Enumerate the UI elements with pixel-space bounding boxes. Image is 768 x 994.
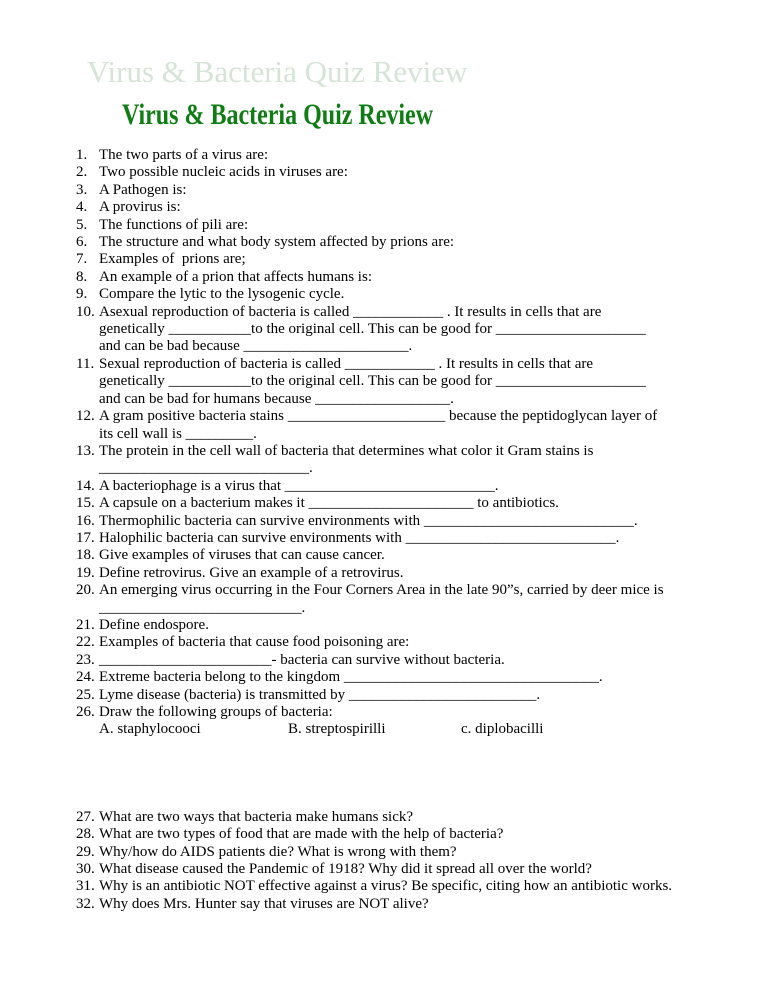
question-line: The structure and what body system affected by prions are: [99,234,455,251]
question-number: 16. [76,512,95,529]
question-number: 28. [76,826,95,843]
question-number: 31. [76,878,95,895]
question-line: Why is an antibiotic NOT effective against a virus? Be specific, citing how an antibiotic works. [99,878,673,895]
question-line: Lyme disease (bacteria) is transmitted by _________________________. [99,686,541,703]
question-item [76,547,736,564]
question-line: ___________________________. [99,599,306,616]
question-line: A Pathogen is: [99,181,187,198]
question-item [76,826,736,843]
question-number: 19. [76,564,95,581]
question-line: Asexual reproduction of bacteria is called ____________ . It results in cells that are [99,303,602,320]
question-number: 27. [76,808,95,825]
question-line: and can be bad because ______________________. [99,338,413,355]
question-line: Draw the following groups of bacteria: [99,704,333,720]
question-number: 21. [76,616,95,633]
question-line: What are two ways that bacteria make humans sick? [99,808,414,825]
question-item [76,634,736,651]
question-item [76,199,736,216]
question-item [76,809,736,826]
watermark-title: Virus & Bacteria Quiz Review [87,54,468,89]
question-item [76,269,736,286]
question-number: 3. [76,181,88,198]
question-number: 29. [76,843,95,860]
question-item [76,565,736,582]
question-item [76,617,736,634]
question-item [76,896,736,913]
question-line: The functions of pili are: [99,216,249,233]
question-line: Define retrovirus. Give an example of a retrovirus. [99,564,404,581]
question-number: 2. [76,164,88,181]
question-item [76,652,736,669]
question-line: genetically ___________to the original cell. This can be good for ____________________ [99,321,646,338]
question-number: 15. [76,495,95,512]
question-item [76,669,736,686]
question-item [76,286,736,303]
question-line: What disease caused the Pandemic of 1918? Why did it spread all over the world? [99,861,592,878]
question-item [76,582,736,617]
question-number: 23. [76,651,95,668]
question-number: 17. [76,529,95,546]
question-line: What are two types of food that are made with the help of bacteria? [99,826,504,843]
question-line: genetically ___________to the original cell. This can be good for ____________________ [99,373,646,390]
question-number: 10. [76,303,95,320]
question-line: An emerging virus occurring in the Four Corners Area in the late 90”s, carried by deer mice is [99,582,664,599]
question-item [76,495,736,512]
question-number: 32. [76,895,95,912]
page-title: Virus & Bacteria Quiz Review [122,98,434,131]
question-line: Extreme bacteria belong to the kingdom __________________________________. [99,669,603,686]
question-number: 8. [76,268,88,285]
question-number: 26. [76,704,95,720]
question-item [76,182,736,199]
question-number: 6. [76,234,88,251]
question-line: Sexual reproduction of bacteria is called ____________ . It results in cells that are [99,355,594,372]
bacteria-group-label: B. streptospirilli [288,721,386,738]
question-line: Examples of bacteria that cause food poisoning are: [99,634,410,651]
question-line: Give examples of viruses that can cause cancer. [99,547,385,564]
question-line: The protein in the cell wall of bacteria that determines what color it Gram stains is [99,442,594,459]
question-number: 13. [76,442,95,459]
question-line: A bacteriophage is a virus that ____________________________. [99,477,499,494]
question-line: Thermophilic bacteria can survive environments with ____________________________. [99,512,638,529]
question-item [76,530,736,547]
question-line: ____________________________. [99,460,313,477]
question-item [76,478,736,495]
question-item [76,704,736,739]
question-number: 24. [76,669,95,686]
question-number: 20. [76,582,95,599]
question-line: Why does Mrs. Hunter say that viruses are NOT alive? [99,895,429,912]
question-item [76,861,736,878]
question-number: 9. [76,286,88,303]
question-line: and can be bad for humans because __________________. [99,390,454,407]
question-line: A provirus is: [99,199,181,216]
question-item [76,164,736,181]
question-number: 14. [76,477,95,494]
question-item [76,356,736,408]
question-number: 11. [76,355,95,372]
question-number: 5. [76,216,88,233]
question-item [76,251,736,268]
question-line: Define endospore. [99,616,209,633]
question-line: A capsule on a bacterium makes it ______________________ to antibiotics. [99,495,559,512]
question-number: 25. [76,686,95,703]
question-line: Examples of prions are; [99,251,246,268]
question-item [76,217,736,234]
bacteria-groups-row [99,721,736,738]
question-line: An example of a prion that affects humans is: [99,268,372,285]
question-item [76,878,736,895]
question-item [76,304,736,356]
question-item [76,234,736,251]
question-list [76,147,736,913]
bacteria-group-label: A. staphylocooci [99,721,201,738]
question-number: 12. [76,408,95,425]
question-line: its cell wall is _________. [99,425,257,442]
question-line: Two possible nucleic acids in viruses are: [99,164,348,181]
question-item [76,408,736,443]
question-item [76,687,736,704]
bacteria-group-label: c. diplobacilli [461,721,544,738]
question-line: Halophilic bacteria can survive environments with ____________________________. [99,529,620,546]
question-item [76,443,736,478]
question-item [76,844,736,861]
question-line: The two parts of a virus are: [99,147,269,163]
question-number: 7. [76,251,88,268]
question-number: 4. [76,199,88,216]
question-line: Compare the lytic to the lysogenic cycle. [99,286,345,303]
question-item [76,513,736,530]
question-item [76,147,736,164]
question-line: Why/how do AIDS patients die? What is wrong with them? [99,843,457,860]
question-line: A gram positive bacteria stains _____________________ because the peptidoglycan layer of [99,408,658,425]
question-number: 18. [76,547,95,564]
question-number: 30. [76,861,95,878]
question-number: 22. [76,634,95,651]
question-line: _______________________- bacteria can survive without bacteria. [99,651,505,668]
question-number: 1. [76,147,88,163]
